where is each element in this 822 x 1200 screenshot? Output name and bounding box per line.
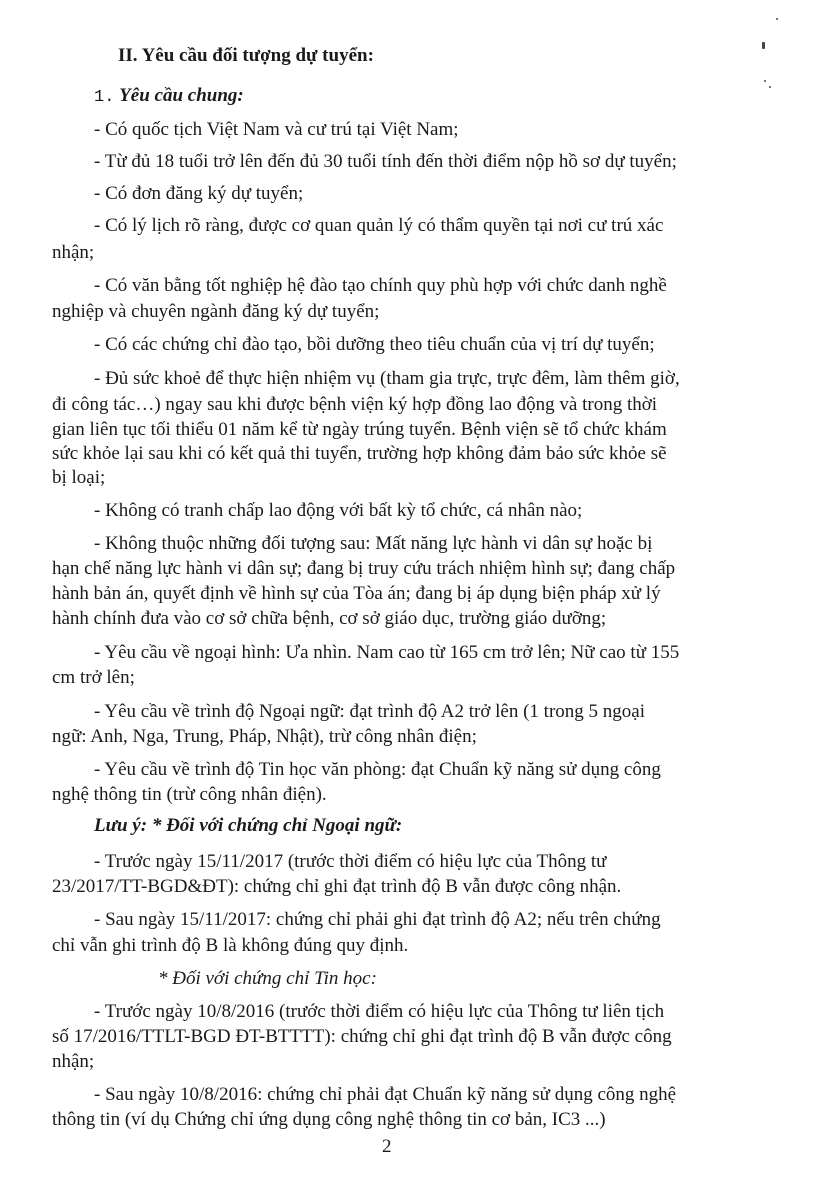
requirement-line: - Yêu cầu về trình độ Tin học văn phòng: đạt Chuẩn kỹ năng sử dụng công (94, 759, 661, 780)
note-line: - Trước ngày 15/11/2017 (trước thời điểm có hiệu lực của Thông tư (94, 851, 607, 872)
page-number: 2 (382, 1136, 392, 1157)
requirement-line: bị loại; (52, 467, 106, 488)
section-heading: II. Yêu cầu đối tượng dự tuyển: (118, 45, 374, 66)
note-line: thông tin (ví dụ Chứng chỉ ứng dụng công nghệ thông tin cơ bản, IC3 ...) (52, 1109, 606, 1130)
note-line: 23/2017/TT-BGD&ĐT): chứng chỉ ghi đạt trình độ B vẫn được công nhận. (52, 876, 622, 897)
requirement-line: - Đủ sức khoẻ để thực hiện nhiệm vụ (tham gia trực, trực đêm, làm thêm giờ, (94, 368, 680, 389)
note-subheading: * Đối với chứng chỉ Tin học: (158, 968, 377, 989)
requirement-line: - Có văn bằng tốt nghiệp hệ đào tạo chính quy phù hợp với chức danh nghề (94, 275, 667, 296)
scan-speck (769, 86, 771, 88)
scan-speck (764, 80, 766, 82)
requirement-line: - Không có tranh chấp lao động với bất kỳ tổ chức, cá nhân nào; (94, 500, 583, 521)
subsection-heading (94, 84, 244, 110)
note-heading: Lưu ý: * Đối với chứng chỉ Ngoại ngữ: (94, 815, 403, 836)
requirement-line: hành chính đưa vào cơ sở chữa bệnh, cơ sở giáo dục, trường giáo dưỡng; (52, 608, 607, 629)
requirement-line: - Không thuộc những đối tượng sau: Mất năng lực hành vi dân sự hoặc bị (94, 533, 653, 554)
note-line: - Sau ngày 10/8/2016: chứng chỉ phải đạt Chuẩn kỹ năng sử dụng công nghệ (94, 1084, 677, 1105)
requirement-line: - Yêu cầu về trình độ Ngoại ngữ: đạt trình độ A2 trở lên (1 trong 5 ngoại (94, 701, 645, 722)
scan-speck (776, 18, 778, 20)
requirement-line: nghiệp và chuyên ngành đăng ký dự tuyển; (52, 301, 380, 322)
subsection-number: 1. (94, 88, 115, 107)
requirement-line: nghệ thông tin (trừ công nhân điện). (52, 784, 327, 805)
requirement-line: hạn chế năng lực hành vi dân sự; đang bị truy cứu trách nhiệm hình sự; đang chấp (52, 558, 676, 579)
scan-speck (762, 42, 765, 49)
note-line: số 17/2016/TTLT-BGD ĐT-BTTTT): chứng chỉ ghi đạt trình độ B vẫn được công (52, 1026, 672, 1047)
requirement-line: cm trở lên; (52, 667, 135, 688)
subsection-title: Yêu cầu chung: (119, 85, 244, 106)
requirement-line: - Từ đủ 18 tuổi trở lên đến đủ 30 tuổi tính đến thời điểm nộp hồ sơ dự tuyển; (94, 151, 677, 172)
requirement-line: hành bản án, quyết định về hình sự của Tòa án; đang bị áp dụng biện pháp xử lý (52, 583, 661, 604)
requirement-line: đi công tác…) ngay sau khi được bệnh viện ký hợp đồng lao động và trong thời (52, 394, 658, 415)
requirement-line: - Có đơn đăng ký dự tuyển; (94, 183, 304, 204)
note-line: - Sau ngày 15/11/2017: chứng chỉ phải ghi đạt trình độ A2; nếu trên chứng (94, 909, 661, 930)
requirement-line: ngữ: Anh, Nga, Trung, Pháp, Nhật), trừ công nhân điện; (52, 726, 477, 747)
note-line: nhận; (52, 1051, 95, 1072)
requirement-line: - Yêu cầu về ngoại hình: Ưa nhìn. Nam cao từ 165 cm trở lên; Nữ cao từ 155 (94, 642, 680, 663)
note-line: - Trước ngày 10/8/2016 (trước thời điểm có hiệu lực của Thông tư liên tịch (94, 1001, 665, 1022)
note-line: chỉ vẫn ghi trình độ B là không đúng quy định. (52, 935, 409, 956)
requirement-line: - Có quốc tịch Việt Nam và cư trú tại Việt Nam; (94, 119, 459, 140)
requirement-line: - Có các chứng chỉ đào tạo, bồi dưỡng theo tiêu chuẩn của vị trí dự tuyển; (94, 334, 655, 355)
requirement-line: nhận; (52, 242, 95, 263)
requirement-line: gian liên tục tối thiểu 01 năm kể từ ngày trúng tuyển. Bệnh viện sẽ tổ chức khám (52, 419, 667, 440)
requirement-line: sức khỏe lại sau khi có kết quả thi tuyển, trường hợp không đảm bảo sức khỏe sẽ (52, 443, 667, 464)
requirement-line: - Có lý lịch rõ ràng, được cơ quan quản lý có thẩm quyền tại nơi cư trú xác (94, 215, 664, 236)
